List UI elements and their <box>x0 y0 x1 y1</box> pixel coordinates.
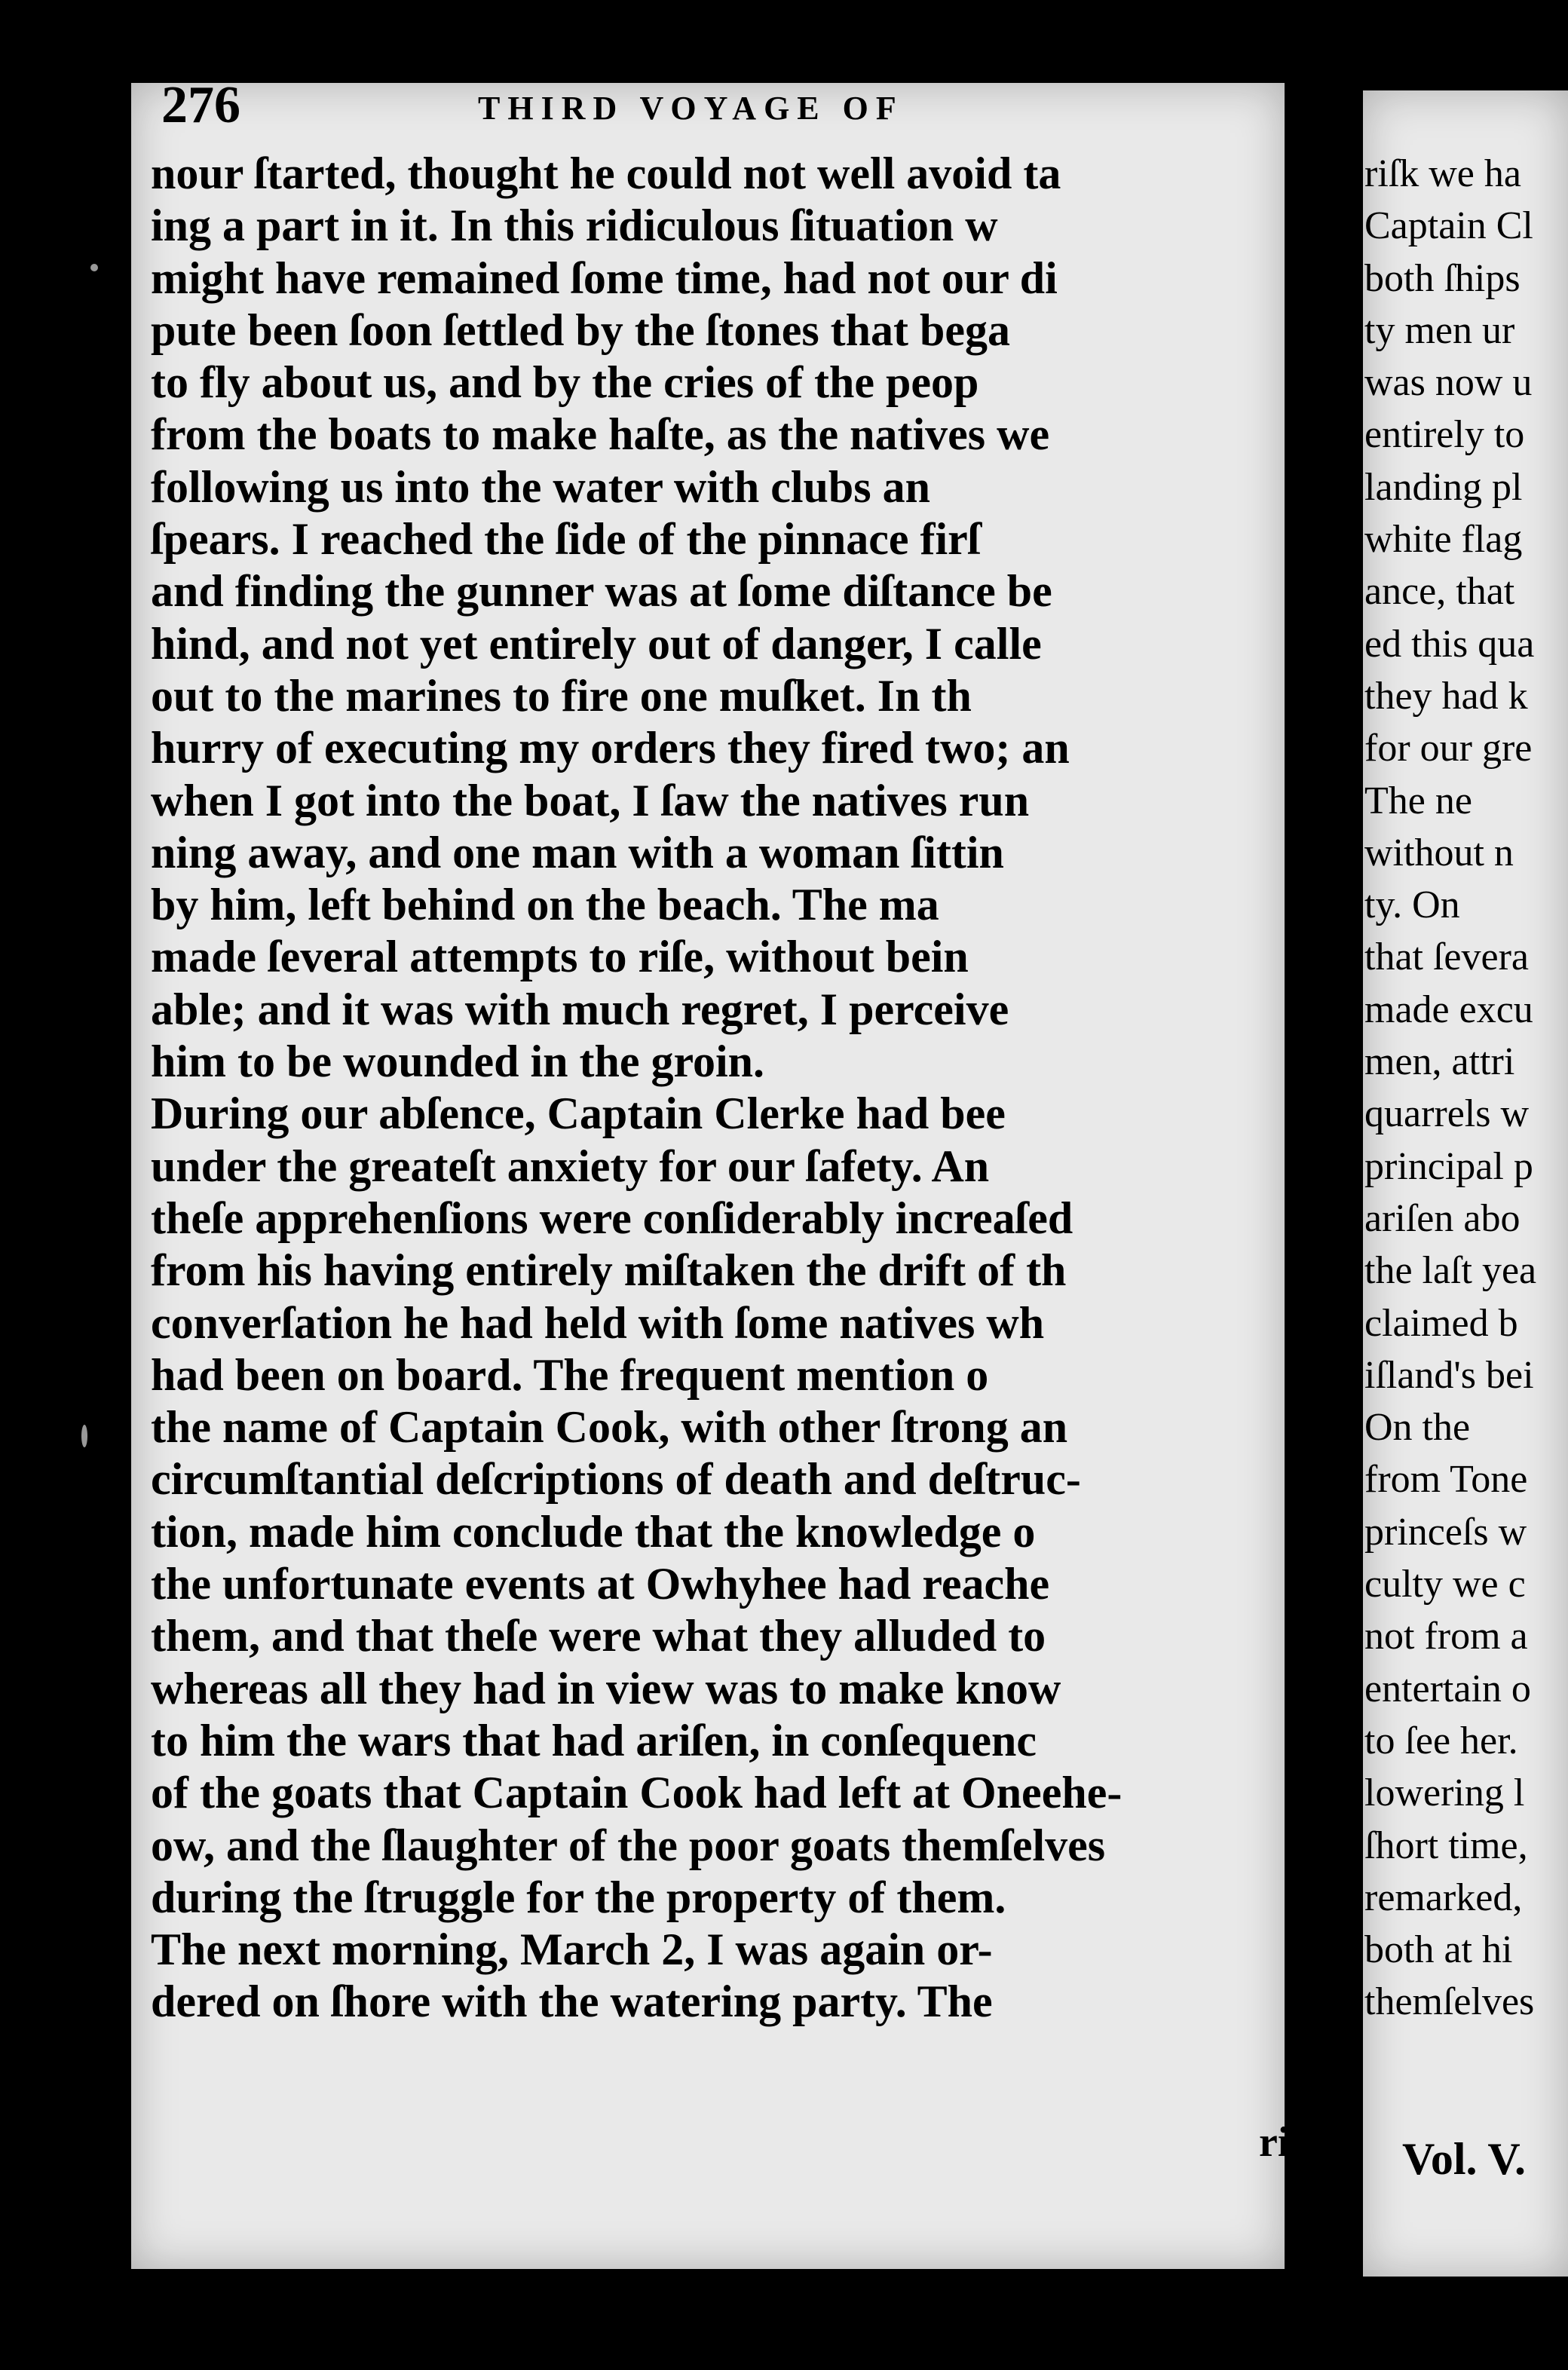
text-line: iſland's bei <box>1364 1353 1534 1397</box>
running-head: THIRD VOYAGE OF <box>478 90 904 127</box>
text-line: by him, left behind on the beach. The ma <box>151 880 939 930</box>
text-line: themſelves <box>1364 1980 1535 2024</box>
text-line: whereas all they had in view was to make know <box>151 1663 1061 1713</box>
text-line: entirely to <box>1364 413 1525 457</box>
text-line: from his having entirely miſtaken the drift of th <box>151 1245 1067 1296</box>
text-line: ſhort time, <box>1364 1823 1528 1867</box>
text-line: the laſt yea <box>1364 1249 1537 1293</box>
text-line: made excu <box>1364 987 1533 1031</box>
text-line: had been on board. The frequent mention o <box>151 1349 989 1400</box>
catchword: riſk <box>1259 2119 1325 2166</box>
dust-speck <box>90 264 98 271</box>
text-line: lowering l <box>1364 1771 1525 1815</box>
text-line: dered on ſhore with the watering party. The <box>151 1977 993 2027</box>
text-line: quarrels w <box>1364 1092 1530 1136</box>
text-line: to him the wars that had ariſen, in conſequenc <box>151 1715 1037 1765</box>
text-line: Captain Cl <box>1364 204 1533 248</box>
text-line: to ſee her. <box>1364 1719 1518 1762</box>
text-line: for our gre <box>1364 727 1533 770</box>
text-line: ance, that <box>1364 570 1515 614</box>
text-line: white flag <box>1364 518 1523 562</box>
text-line: out to the marines to fire one muſket. In th <box>151 670 972 721</box>
text-line: principal p <box>1364 1144 1533 1188</box>
text-line: ing a part in it. In this ridiculous ſituation w <box>151 201 998 251</box>
text-line: ow, and the ſlaughter of the poor goats themſelves <box>151 1820 1106 1870</box>
text-line: hind, and not yet entirely out of danger, I calle <box>151 618 1042 669</box>
text-line: riſk we ha <box>1364 152 1521 195</box>
text-line: was now u <box>1364 361 1533 405</box>
text-line: landing pl <box>1364 465 1523 509</box>
text-line: On the <box>1364 1406 1471 1450</box>
text-line: claimed b <box>1364 1301 1518 1345</box>
text-line: theſe apprehenſions were conſiderably increaſed <box>151 1193 1073 1243</box>
text-line: and finding the gunner was at ſome diſtance be <box>151 566 1052 617</box>
text-line: not from a <box>1364 1615 1528 1658</box>
text-line: without n <box>1364 831 1514 874</box>
right-page-text <box>1364 148 1568 2029</box>
text-line: nour ſtarted, thought he could not well avoid ta <box>151 149 1061 198</box>
text-line: that ſevera <box>1364 935 1529 979</box>
text-line: ariſen abo <box>1364 1196 1521 1240</box>
text-line: ed this qua <box>1364 622 1535 666</box>
text-line: converſation he had held with ſome natives wh <box>151 1297 1045 1348</box>
text-line: following us into the water with clubs an <box>151 461 931 512</box>
text-line: when I got into the boat, I ſaw the natives run <box>151 775 1030 825</box>
text-line: from Tone <box>1364 1458 1528 1502</box>
text-line: culty we c <box>1364 1563 1526 1606</box>
text-line: able; and it was with much regret, I perceive <box>151 984 1009 1034</box>
text-line: the unfortunate events at Owhyhee had reache <box>151 1559 1050 1609</box>
text-line: them, and that theſe were what they alluded to <box>151 1611 1046 1661</box>
page-number: 276 <box>161 76 240 134</box>
text-line: entertain o <box>1364 1667 1531 1710</box>
text-line: tion, made him conclude that the knowledge o <box>151 1506 1036 1557</box>
text-line: ning away, and one man with a woman ſittin <box>151 827 1004 877</box>
left-page-text <box>151 148 1319 2029</box>
text-line: they had k <box>1364 674 1528 718</box>
text-line: under the greateſt anxiety for our ſafety. An <box>151 1141 990 1191</box>
text-line: pute been ſoon ſettled by the ſtones that bega <box>151 305 1010 355</box>
text-line: princeſs w <box>1364 1510 1527 1554</box>
text-line: hurry of executing my orders they fired two; an <box>151 723 1070 773</box>
text-line: remarked, <box>1364 1875 1523 1919</box>
text-line: During our abſence, Captain Clerke had bee <box>151 1089 1006 1139</box>
text-line: ty. On <box>1364 883 1460 927</box>
dust-speck <box>81 1425 87 1447</box>
text-line: made ſeveral attempts to riſe, without bein <box>151 932 969 982</box>
text-line: both at hi <box>1364 1928 1513 1972</box>
page-header <box>161 75 1432 143</box>
text-line: might have remained ſome time, had not our di <box>151 253 1058 303</box>
signature-mark: Vol. V. <box>1402 2134 1527 2184</box>
text-line: The ne <box>1364 779 1472 822</box>
text-line: men, attri <box>1364 1040 1515 1084</box>
text-line: ty men ur <box>1364 308 1515 352</box>
text-line: him to be wounded in the groin. <box>151 1036 765 1087</box>
text-line: The next morning, March 2, I was again or- <box>151 1924 993 1975</box>
text-line: from the boats to make haſte, as the natives we <box>151 409 1050 460</box>
text-line: both ſhips <box>1364 256 1521 300</box>
text-line: of the goats that Captain Cook had left at Oneehe- <box>151 1768 1122 1818</box>
text-line: the name of Captain Cook, with other ſtrong an <box>151 1402 1068 1453</box>
text-line: during the ſtruggle for the property of them. <box>151 1872 1006 1922</box>
text-line: ſpears. I reached the ſide of the pinnace firſ <box>151 514 981 565</box>
text-line: circumſtantial deſcriptions of death and deſtruc- <box>151 1454 1081 1505</box>
text-line: to fly about us, and by the cries of the peop <box>151 357 979 408</box>
